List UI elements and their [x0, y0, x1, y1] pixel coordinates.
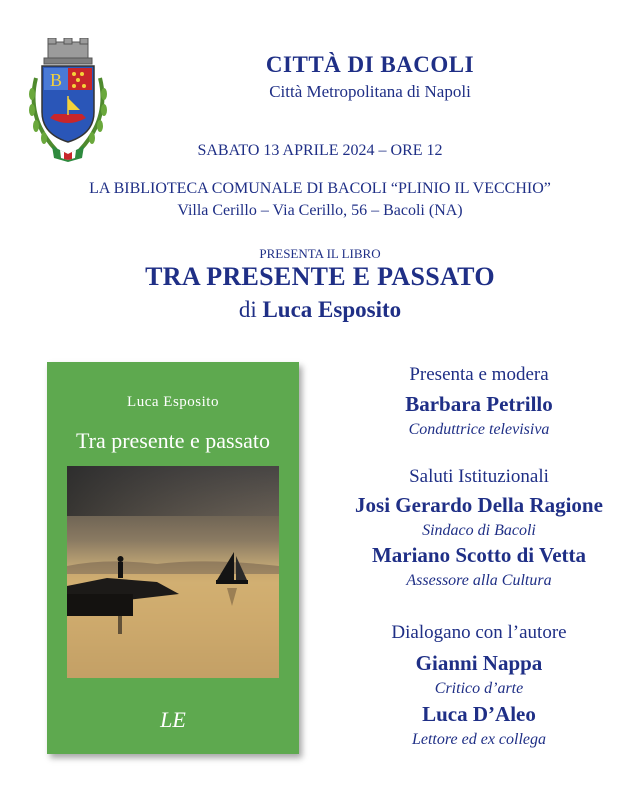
cover-author: Luca Esposito [127, 394, 219, 410]
cover-title: Tra presente e passato [75, 428, 271, 453]
book-cover [47, 362, 299, 754]
author-name: Luca Esposito [262, 297, 402, 322]
greeter2-desc: Assessore alla Cultura [406, 572, 552, 589]
greeter1-name: Josi Gerardo Della Ragione [355, 493, 603, 517]
moderator-name: Barbara Petrillo [405, 392, 553, 416]
publisher-logo-icon: LE [160, 707, 186, 732]
moderator-role: Presenta e modera [409, 364, 549, 385]
city-subtitle: Città Metropolitana di Napoli [269, 82, 471, 101]
by-prefix: di [238, 297, 257, 322]
city-title: CITTÀ DI BACOLI [265, 52, 475, 77]
speaker1-desc: Critico d’arte [434, 680, 524, 697]
speaker2-desc: Lettore ed ex collega [411, 731, 547, 748]
presents-label: PRESENTA IL LIBRO [259, 246, 381, 261]
moderator-desc: Conduttrice televisiva [408, 421, 550, 438]
greeter2-name: Mariano Scotto di Vetta [371, 543, 587, 567]
cover-photo-sailboat [67, 466, 279, 678]
dialog-role: Dialogano con l’autore [391, 622, 567, 643]
book-title: TRA PRESENTE E PASSATO [145, 262, 495, 291]
event-date-time: SABATO 13 APRILE 2024 – ORE 12 [197, 142, 443, 159]
speaker2-name: Luca D’Aleo [422, 702, 536, 726]
author-line [0, 297, 640, 323]
library-name: LA BIBLIOTECA COMUNALE DI BACOLI “PLINIO IL VECCHIO” [89, 180, 551, 197]
svg-text:B: B [49, 70, 63, 90]
greeter1-desc: Sindaco di Bacoli [422, 522, 536, 539]
greetings-role: Saluti Istituzionali [409, 466, 549, 487]
speaker1-name: Gianni Nappa [415, 651, 543, 675]
library-address: Villa Cerillo – Via Cerillo, 56 – Bacoli (NA) [177, 202, 463, 219]
